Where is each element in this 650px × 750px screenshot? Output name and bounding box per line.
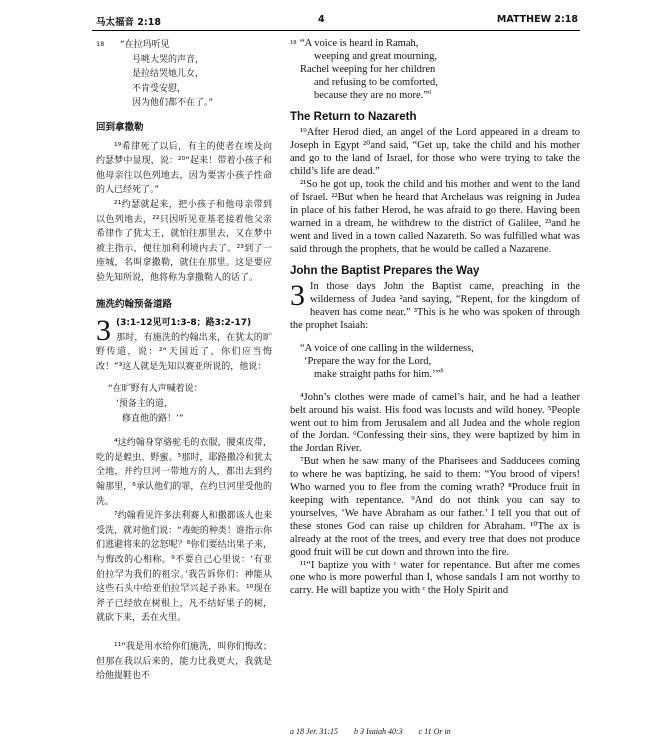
en-paragraph: ⁷But when he saw many of the Pharisees and Sadducees coming to where he was baptizing, he said to them: “You brood of vipers! Who warned you to flee from the coming wrath? ⁸Produce fruit in keeping with repentance. ⁹And do not think you can say to yourselves, ‘We have Abraham as our father.’ I tell you that out of these stones God can raise up children for Abraham. ¹⁰The ax is already at the root of the trees, and every tree that does not produce good fruit will be cut down and thrown into the fire. xyxy=(290,456,580,558)
en-section-heading: The Return to Nazareth xyxy=(290,110,417,123)
zh-paragraph: ⁴这约翰身穿骆驼毛的衣服，腰束皮带，吃的是蝗虫、野蜜。⁵那时，耶路撒冷和犹太全地，并约旦河一带地方的人，都出去到约翰那里，⁶承认他们的罪，在约旦河里受他的洗。 xyxy=(96,438,272,507)
zh-quote xyxy=(96,382,272,426)
poem-line: make straight paths for him.’”$^b$ xyxy=(314,367,444,380)
en-paragraph: ¹⁹After Herod died, an angel of the Lord appeared in a dream to Joseph in Egypt ²⁰and said, “Get up, take the child and his mother and go to the land of Israel, for those who were trying to take the child’s life are dead.” xyxy=(290,127,580,178)
zh-paragraph: 那时，有施洗的约翰出来，在犹太的旷野传道，说：²“天国近了，你们应当悔改！”³这人就是先知以赛亚所说的，他说： xyxy=(96,332,272,372)
poem-line: 是拉结哭她儿女， xyxy=(132,69,205,80)
zh-section-heading: 回到拿撒勒 xyxy=(96,121,144,133)
en-quote xyxy=(300,343,580,382)
zh-parallel-reference: (3:1-12见可1:3-8；路3:2-17) xyxy=(116,318,252,329)
english-column xyxy=(290,38,580,598)
zh-verse-18: 18 “在拉玛听见 号咷大哭的声音， 是拉结哭她儿女， 不肯受安慰， 因为他们都不在了。” xyxy=(96,38,272,111)
poem-line: ‘预备主的道， xyxy=(116,399,173,410)
en-paragraph: ⁴John’s clothes were made of camel’s hair, and he had a leather belt around his waist. His food was locusts and wild honey. ⁵People went out to him from Jerusalem and all Judea and the whole region of the Jordan. ⁶Confessing their sins, they were baptized by him in the Jordan River. xyxy=(290,391,580,455)
chinese-column xyxy=(96,38,272,684)
footnote: a 18 Jer. 31:15 xyxy=(290,727,338,736)
zh-paragraph: ⁷约翰看见许多法利赛人和撒都该人也来受洗，就对他们说：“毒蛇的种类！谁指示你们逃避将来的忿怒呢？⁸你们要结出果子来，与悔改的心相称。⁹不要自己心里说：‘有亚伯拉罕为我们的祖宗。’我告诉你们：神能从这些石头中给亚伯拉罕兴起子孙来。¹⁰现在斧子已经放在树根上，凡不结好果子的树，就砍下来，丢在火里。 xyxy=(96,511,272,624)
poem-line: “在拉玛听见 xyxy=(120,40,170,50)
zh-paragraph: ²¹约瑟就起来，把小孩子和他母亲带到以色列地去，²²只因听见亚基老接着他父亲希律作了犹太王，就怕往那里去，又在梦中被主指示，便往加利利境内去了。²³到了一座城，名叫拿撒勒，就住在那里。这是要应验先知所说，他将称为拿撒勒人的话了。 xyxy=(96,199,272,283)
chapter-number: 3 xyxy=(290,279,305,313)
header-rule xyxy=(92,30,580,31)
zh-chapter-intro xyxy=(96,316,272,374)
en-verse-18: 18 “A voice is heard in Ramah, weeping and great mourning, Rachel weeping for her children and refusing to be comforted, because they are no more.”$^a$ xyxy=(300,38,580,103)
footnote: b 3 Isaiah 40:3 xyxy=(354,727,403,736)
chapter-number: 3 xyxy=(96,314,111,348)
footnotes xyxy=(290,727,465,736)
zh-section-heading: 施洗约翰预备道路 xyxy=(96,298,173,310)
poem-line: because they are no more.”$^a$ xyxy=(314,88,432,101)
footnote-marker: a xyxy=(427,88,432,96)
poem-line: “A voice is heard in Ramah, xyxy=(300,38,419,49)
poem-line: weeping and great mourning, xyxy=(314,50,438,62)
en-paragraph: ²¹So he got up, took the child and his mother and went to the land of Israel. ²²But when he heard that Archelaus was reigning in Judea in place of his father Herod, he was afraid to go there. Having been warned in a dream, he withdrew to the district of Galilee, ²³and he went and lived in a town called Nazareth. So was fulfilled what was said through the prophets, that he would be called a Nazarene. xyxy=(290,179,580,255)
footnote-marker: b xyxy=(440,367,444,375)
poem-line: 不肯受安慰， xyxy=(132,83,187,94)
en-section-heading: John the Baptist Prepares the Way xyxy=(290,264,480,277)
running-header xyxy=(0,14,650,28)
poem-line: Rachel weeping for her children xyxy=(300,63,436,75)
poem-line: 因为他们都不在了。” xyxy=(132,98,214,109)
poem-line: 号咷大哭的声音， xyxy=(132,54,205,65)
poem-line: “A voice of one calling in the wilderness, xyxy=(300,343,474,355)
footnote: c 11 Or in xyxy=(418,727,451,736)
en-chapter-intro xyxy=(290,281,580,333)
zh-paragraph: ¹⁹希律死了以后，有主的使者在埃及向约瑟梦中显现，说：²⁰“起来！带着小孩子和他母亲往以色列地去，因为要害小孩子性命的人已经死了。” xyxy=(96,141,272,196)
page-number: 4 xyxy=(318,14,325,25)
poem-line: “在旷野有人声喊着说： xyxy=(108,384,203,395)
header-right: MATTHEW 2:18 xyxy=(496,14,578,25)
en-paragraph: In those days John the Baptist came, preaching in the wilderness of Judea ²and saying, “Repent, for the kingdom of heaven has come near.” ³This is he who was spoken of through the prophet Isaiah: xyxy=(290,281,580,332)
poem-line: ‘Prepare the way for the Lord, xyxy=(304,355,432,367)
poem-line: and refusing to be comforted, xyxy=(314,76,438,88)
en-paragraph: ¹¹“I baptize you with ᶜ water for repentance. But after me comes one who is more powerful than I, whose sandals I am not worthy to carry. He will baptize you with ᶜ the Holy Spirit and xyxy=(290,559,580,597)
poem-line: 修直他的路！’” xyxy=(122,413,184,424)
zh-paragraph: ¹¹“我是用水给你们施洗，叫你们悔改；但那在我以后来的，能力比我更大，我就是给他提鞋也不 xyxy=(96,641,272,682)
header-left: 马太福音 2:18 xyxy=(96,17,161,28)
